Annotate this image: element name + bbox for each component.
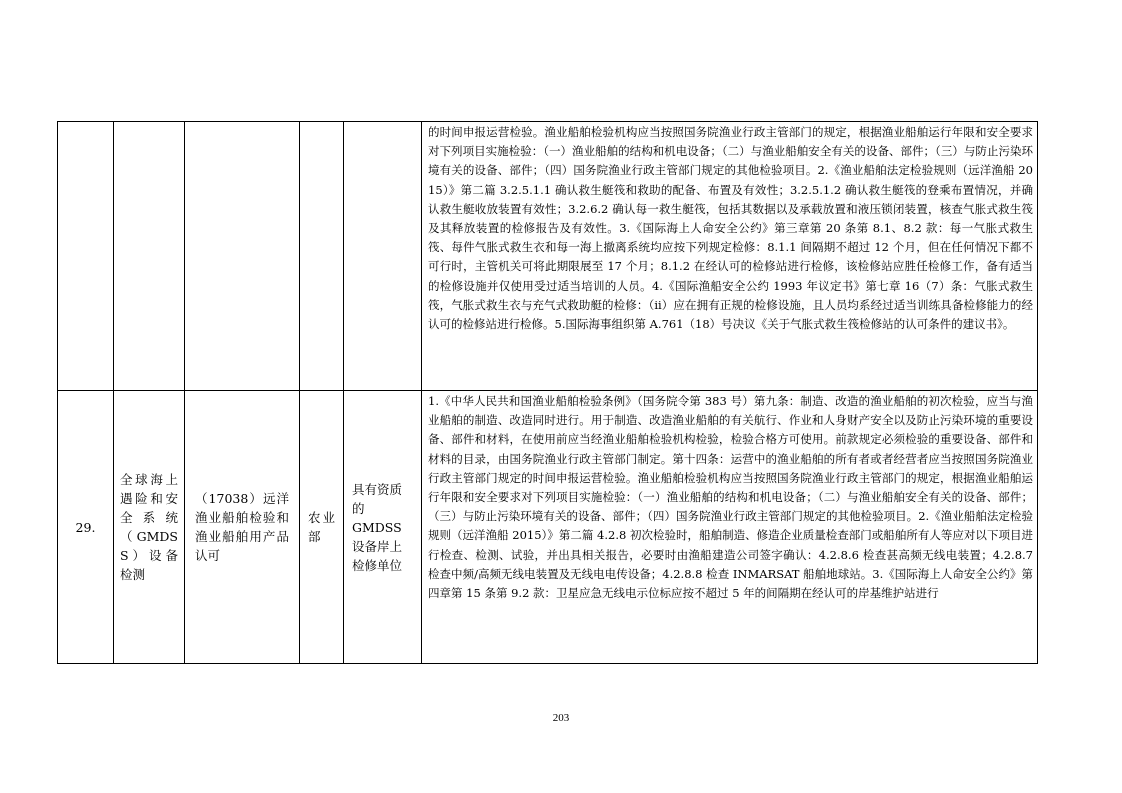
table-row [58,122,1038,391]
license-item-cell: （17038）远洋渔业船舶检验和渔业船舶用产品认可 [185,391,300,664]
row-number-cell: 29. [58,391,114,664]
table-row [58,391,1038,664]
row-number-cell [58,122,114,391]
license-item-cell [185,122,300,391]
implementing-unit-cell: 具有资质的GMDSS设备岸上检修单位 [344,391,422,664]
item-name-cell [114,122,185,391]
licensing-table [57,121,1038,664]
department-cell: 农业部 [300,391,344,664]
implementing-unit-cell [344,122,422,391]
legal-basis-cell: 1.《中华人民共和国渔业船舶检验条例》（国务院令第 383 号）第九条：制造、改造的渔业船舶的初次检验，应当与渔业船舶的制造、改造同时进行。用于制造、改造渔业船舶的有关航行、作业和人身财产安全以及防止污染环境的重要设备、部件和材料，在使用前应当经渔业船舶检验机构检验，检验合格方可使用。前款规定必须检验的重要设备、部件和材料的目录，由国务院渔业行政主管部门制定。第十四条：运营中的渔业船舶的所有者或者经营者应当按照国务院渔业行政主管部门规定的时间申报运营检验。渔业船舶检验机构应当按照国务院渔业行政主管部门的规定，根据渔业船舶运行年限和安全要求对下列项目实施检验：（一）渔业船舶的结构和机电设备；（二）与渔业船舶安全有关的设备、部件；（三）与防止污染环境有关的设备、部件；（四）国务院渔业行政主管部门规定的其他检验项目。2.《渔业船舶法定检验规则（远洋渔船 2015）》第二篇 4.2.8 初次检验时，船舶制造、修造企业质量检查部门或船舶所有人等应对以下项目进行检查、检测、试验，并出具相关报告，必要时由渔船建造公司签字确认：4.2.8.6 检查甚高频无线电装置；4.2.8.7 检查中频/高频无线电装置及无线电电传设备；4.2.8.8 检查 INMARSAT 船舶地球站。3.《国际海上人命安全公约》第四章第 15 条第 9.2 款：卫星应急无线电示位标应按不超过 5 年的间隔期在经认可的岸基维护站进行 [422,391,1038,664]
page-number: 203 [552,712,570,724]
legal-basis-cell: 的时间申报运营检验。渔业船舶检验机构应当按照国务院渔业行政主管部门的规定，根据渔业船舶运行年限和安全要求对下列项目实施检验：（一）渔业船舶的结构和机电设备；（二）与渔业船舶安全有关的设备、部件；（三）与防止污染环境有关的设备、部件；（四）国务院渔业行政主管部门规定的其他检验项目。2.《渔业船舶法定检验规则（远洋渔船 2015）》第二篇 3.2.5.1.1 确认救生艇筏和救助的配备、布置及有效性；3.2.5.1.2 确认救生艇筏的登乘布置情况，并确认救生艇收放装置有效性；3.2.6.2 确认每一救生艇筏，包括其数据以及承载放置和液压锁闭装置，核查气胀式救生筏及其释放装置的检修报告及有效性。3.《国际海上人命安全公约》第三章第 20 条第 8.1、8.2 款：每一气胀式救生筏、每件气胀式救生衣和每一海上撤离系统均应按下列规定检修：8.1.1 间隔期不超过 12 个月，但在任何情况下都不可行时，主管机关可将此期限展至 17 个月；8.1.2 在经认可的检修站进行检修，该检修站应胜任检修工作，备有适当的检修设施并仅使用受过适当培训的人员。4.《国际渔船安全公约 1993 年议定书》第七章 16（7）条：气胀式救生筏，气胀式救生衣与充气式救助艇的检修：（ii）应在拥有正规的检修设施，且人员均系经过适当训练具备检修能力的经认可的检修站进行检修。5.国际海事组织第 A.761（18）号决议《关于气胀式救生筏检修站的认可条件的建议书》。 [422,122,1038,391]
department-cell [300,122,344,391]
item-name-cell: 全球海上遇险和安全系统（GMDSS）设备检测 [114,391,185,664]
